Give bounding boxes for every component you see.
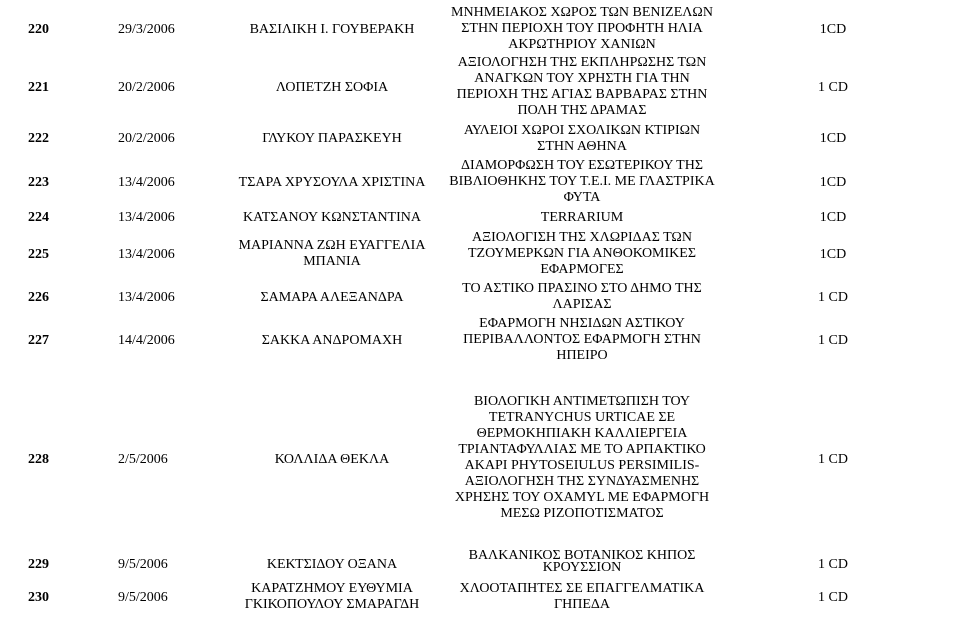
row-number: 222	[28, 131, 49, 146]
title-line: ΔΙΑΜΟΡΦΩΣΗ ΤΟΥ ΕΣΩΤΕΡΙΚΟΥ ΤΗΣ	[461, 158, 703, 173]
author-line: ΣΑΚΚΑ ΑΝΔΡΟΜΑΧΗ	[261, 333, 403, 348]
title-line: ΒΑΛΚΑΝΙΚΟΣ ΒΟΤΑΝΙΚΟΣ ΚΗΠΟΣ	[468, 550, 696, 563]
author-line: ΜΠΑΝΙΑ	[303, 254, 361, 269]
row-date: 9/5/2006	[118, 557, 168, 572]
title-line: ΑΞΙΟΛΟΓΗΣΗ ΤΗΣ ΣΥΝΔΥΑΣΜΕΝΗΣ	[464, 474, 700, 489]
title-line: ΠΟΛΗ ΤΗΣ ΔΡΑΜΑΣ	[517, 103, 647, 118]
title-line: ΜΕΣΩ ΡΙΖΟΠΟΤΙΣΜΑΤΟΣ	[500, 506, 664, 521]
row-date: 13/4/2006	[118, 210, 175, 225]
row-media: 1 CD	[818, 333, 848, 348]
row-title	[432, 5, 732, 53]
title-line: ΛΑΡΙΣΑΣ	[552, 297, 612, 312]
row-number: 225	[28, 247, 49, 262]
title-line: ΑΞΙΟΛΟΓΗΣΗ ΤΗΣ ΕΚΠΛΗΡΩΣΗΣ ΤΩΝ	[457, 55, 707, 70]
author-line: ΛΟΠΕΤΖΗ ΣΟΦΙΑ	[275, 80, 389, 95]
title-line: TETRANYCHUS URTICAE ΣΕ	[488, 410, 676, 425]
title-line: ΒΙΒΛΙΟΘΗΚΗΣ ΤΟΥ Τ.Ε.Ι. ΜΕ ΓΛΑΣΤΡΙΚΑ	[449, 174, 715, 189]
title-line: ΦΥΤΑ	[563, 190, 601, 205]
row-number: 229	[28, 557, 49, 572]
row-media: 1CD	[819, 131, 847, 146]
row-title	[432, 230, 732, 278]
title-line: ΓΗΠΕΔΑ	[554, 597, 610, 612]
author-line: ΤΣΑΡΑ ΧΡΥΣΟΥΛΑ ΧΡΙΣΤΙΝΑ	[238, 175, 426, 190]
row-title	[432, 123, 732, 155]
row-author	[212, 333, 452, 349]
row-media: 1CD	[819, 210, 847, 225]
row-author	[212, 238, 452, 270]
title-line: ΑΥΛΕΙΟΙ ΧΩΡΟΙ ΣΧΟΛΙΚΩΝ ΚΤΙΡΙΩΝ	[463, 123, 701, 138]
row-number: 230	[28, 590, 49, 605]
author-line: ΚΟΛΛΙΔΑ ΘΕΚΛΑ	[274, 452, 390, 467]
row-title	[432, 394, 732, 522]
row-title	[432, 281, 732, 313]
title-line: ΒΙΟΛΟΓΙΚΗ ΑΝΤΙΜΕΤΩΠΙΣΗ ΤΟΥ	[473, 394, 691, 409]
title-line: ΘΕΡΜΟΚΗΠΙΑΚΗ ΚΑΛΛΙΕΡΓΕΙΑ	[476, 426, 688, 441]
author-line: ΣΑΜΑΡΑ ΑΛΕΞΑΝΔΡΑ	[260, 290, 404, 305]
row-number: 226	[28, 290, 49, 305]
row-title	[432, 316, 732, 364]
title-line: ΑΚΡΩΤΗΡΙΟΥ ΧΑΝΙΩΝ	[508, 37, 656, 52]
title-line: ΑΝΑΓΚΩΝ ΤΟΥ ΧΡΗΣΤΗ ΓΙΑ ΤΗΝ	[474, 71, 690, 86]
row-title	[432, 210, 732, 226]
row-title	[432, 158, 732, 206]
row-date: 13/4/2006	[118, 247, 175, 262]
row-date: 13/4/2006	[118, 175, 175, 190]
title-line: ΠΕΡΙΒΑΛΛΟΝΤΟΣ ΕΦΑΡΜΟΓΗ ΣΤΗΝ	[463, 332, 701, 347]
title-line: ΠΕΡΙΟΧΗ ΤΗΣ ΑΓΙΑΣ ΒΑΡΒΑΡΑΣ ΣΤΗΝ	[456, 87, 708, 102]
row-title	[432, 581, 732, 613]
row-media: 1 CD	[818, 290, 848, 305]
title-line: ΑΚΑΡΙ PHYTOSEIULUS PERSIMILIS-	[464, 458, 700, 473]
row-date: 9/5/2006	[118, 590, 168, 605]
row-date: 20/2/2006	[118, 131, 175, 146]
row-number: 228	[28, 452, 49, 467]
row-title	[432, 55, 732, 119]
title-line: ΑΞΙΟΛΟΓΙΣΗ ΤΗΣ ΧΛΩΡΙΔΑΣ ΤΩΝ	[472, 230, 692, 245]
row-number: 227	[28, 333, 49, 348]
title-line: ΤΖΟΥΜΕΡΚΩΝ ΓΙΑ ΑΝΘΟΚΟΜΙΚΕΣ	[468, 246, 696, 261]
author-line: ΚΑΤΣΑΝΟΥ ΚΩΝΣΤΑΝΤΙΝΑ	[243, 210, 421, 225]
title-line: ΧΡΗΣΗΣ ΤΟΥ ΟΧΑΜΥL ΜΕ ΕΦΑΡΜΟΓΗ	[454, 490, 710, 505]
row-number: 221	[28, 80, 49, 95]
row-number: 223	[28, 175, 49, 190]
row-media: 1 CD	[818, 590, 848, 605]
row-title	[432, 550, 732, 574]
row-author	[212, 22, 452, 38]
title-line: ΜΝΗΜΕΙΑΚΟΣ ΧΩΡΟΣ ΤΩΝ ΒΕΝΙΖΕΛΩΝ	[451, 5, 713, 20]
title-line: ΣΤΗΝ ΠΕΡΙΟΧΗ ΤΟΥ ΠΡΟΦΗΤΗ ΗΛΙΑ	[461, 21, 703, 36]
title-line: ΕΦΑΡΜΟΓΗ ΝΗΣΙΔΩΝ ΑΣΤΙΚΟΥ	[479, 316, 685, 331]
row-number: 220	[28, 22, 49, 37]
row-author	[212, 452, 452, 468]
author-line: ΓΛΥΚΟΥ ΠΑΡΑΣΚΕΥΗ	[262, 131, 402, 146]
title-line: ΕΦΑΡΜΟΓΕΣ	[540, 262, 624, 277]
row-date: 29/3/2006	[118, 22, 175, 37]
author-line: ΜΑΡΙΑΝΝΑ ΖΩΗ ΕΥΑΓΓΕΛΙΑ	[238, 238, 426, 253]
row-date: 14/4/2006	[118, 333, 175, 348]
author-line: ΚΕΚΤΣΙΔΟΥ ΟΞΑΝΑ	[266, 557, 398, 572]
row-media: 1 CD	[818, 452, 848, 467]
author-line: ΚΑΡΑΤΖΗΜΟΥ ΕΥΘΥΜΙΑ	[251, 581, 413, 596]
title-line: ΤΟ ΑΣΤΙΚΟ ΠΡΑΣΙΝΟ ΣΤΟ ΔΗΜΟ ΤΗΣ	[462, 281, 702, 296]
title-line: ΚΡΟΥΣΣΙΟΝ	[542, 560, 622, 574]
row-author	[212, 557, 452, 573]
row-date: 2/5/2006	[118, 452, 168, 467]
row-media: 1 CD	[818, 557, 848, 572]
title-line: TERRARIUM	[540, 210, 624, 225]
author-line: ΒΑΣΙΛΙΚΗ Ι. ΓΟΥΒΕΡΑΚΗ	[249, 22, 415, 37]
title-line: ΤΡΙΑΝΤΑΦΥΛΛΙΑΣ ΜΕ ΤΟ ΑΡΠΑΚΤΙΚΟ	[458, 442, 706, 457]
row-author	[212, 80, 452, 96]
row-author	[212, 210, 452, 226]
title-line: ΗΠΕΙΡΟ	[556, 348, 608, 363]
row-media: 1CD	[819, 247, 847, 262]
row-media: 1CD	[819, 22, 847, 37]
author-line: ΓΚΙΚΟΠΟΥΛΟΥ ΣΜΑΡΑΓΔΗ	[244, 597, 420, 612]
row-media: 1CD	[819, 175, 847, 190]
row-number: 224	[28, 210, 49, 225]
row-date: 20/2/2006	[118, 80, 175, 95]
title-line: ΧΛΟΟΤΑΠΗΤΕΣ ΣΕ ΕΠΑΓΓΕΛΜΑΤΙΚΑ	[459, 581, 705, 596]
title-line: ΣΤΗΝ ΑΘΗΝΑ	[537, 139, 627, 154]
row-date: 13/4/2006	[118, 290, 175, 305]
row-media: 1 CD	[818, 80, 848, 95]
row-author	[212, 581, 452, 613]
row-author	[212, 290, 452, 306]
row-author	[212, 175, 452, 191]
row-author	[212, 131, 452, 147]
